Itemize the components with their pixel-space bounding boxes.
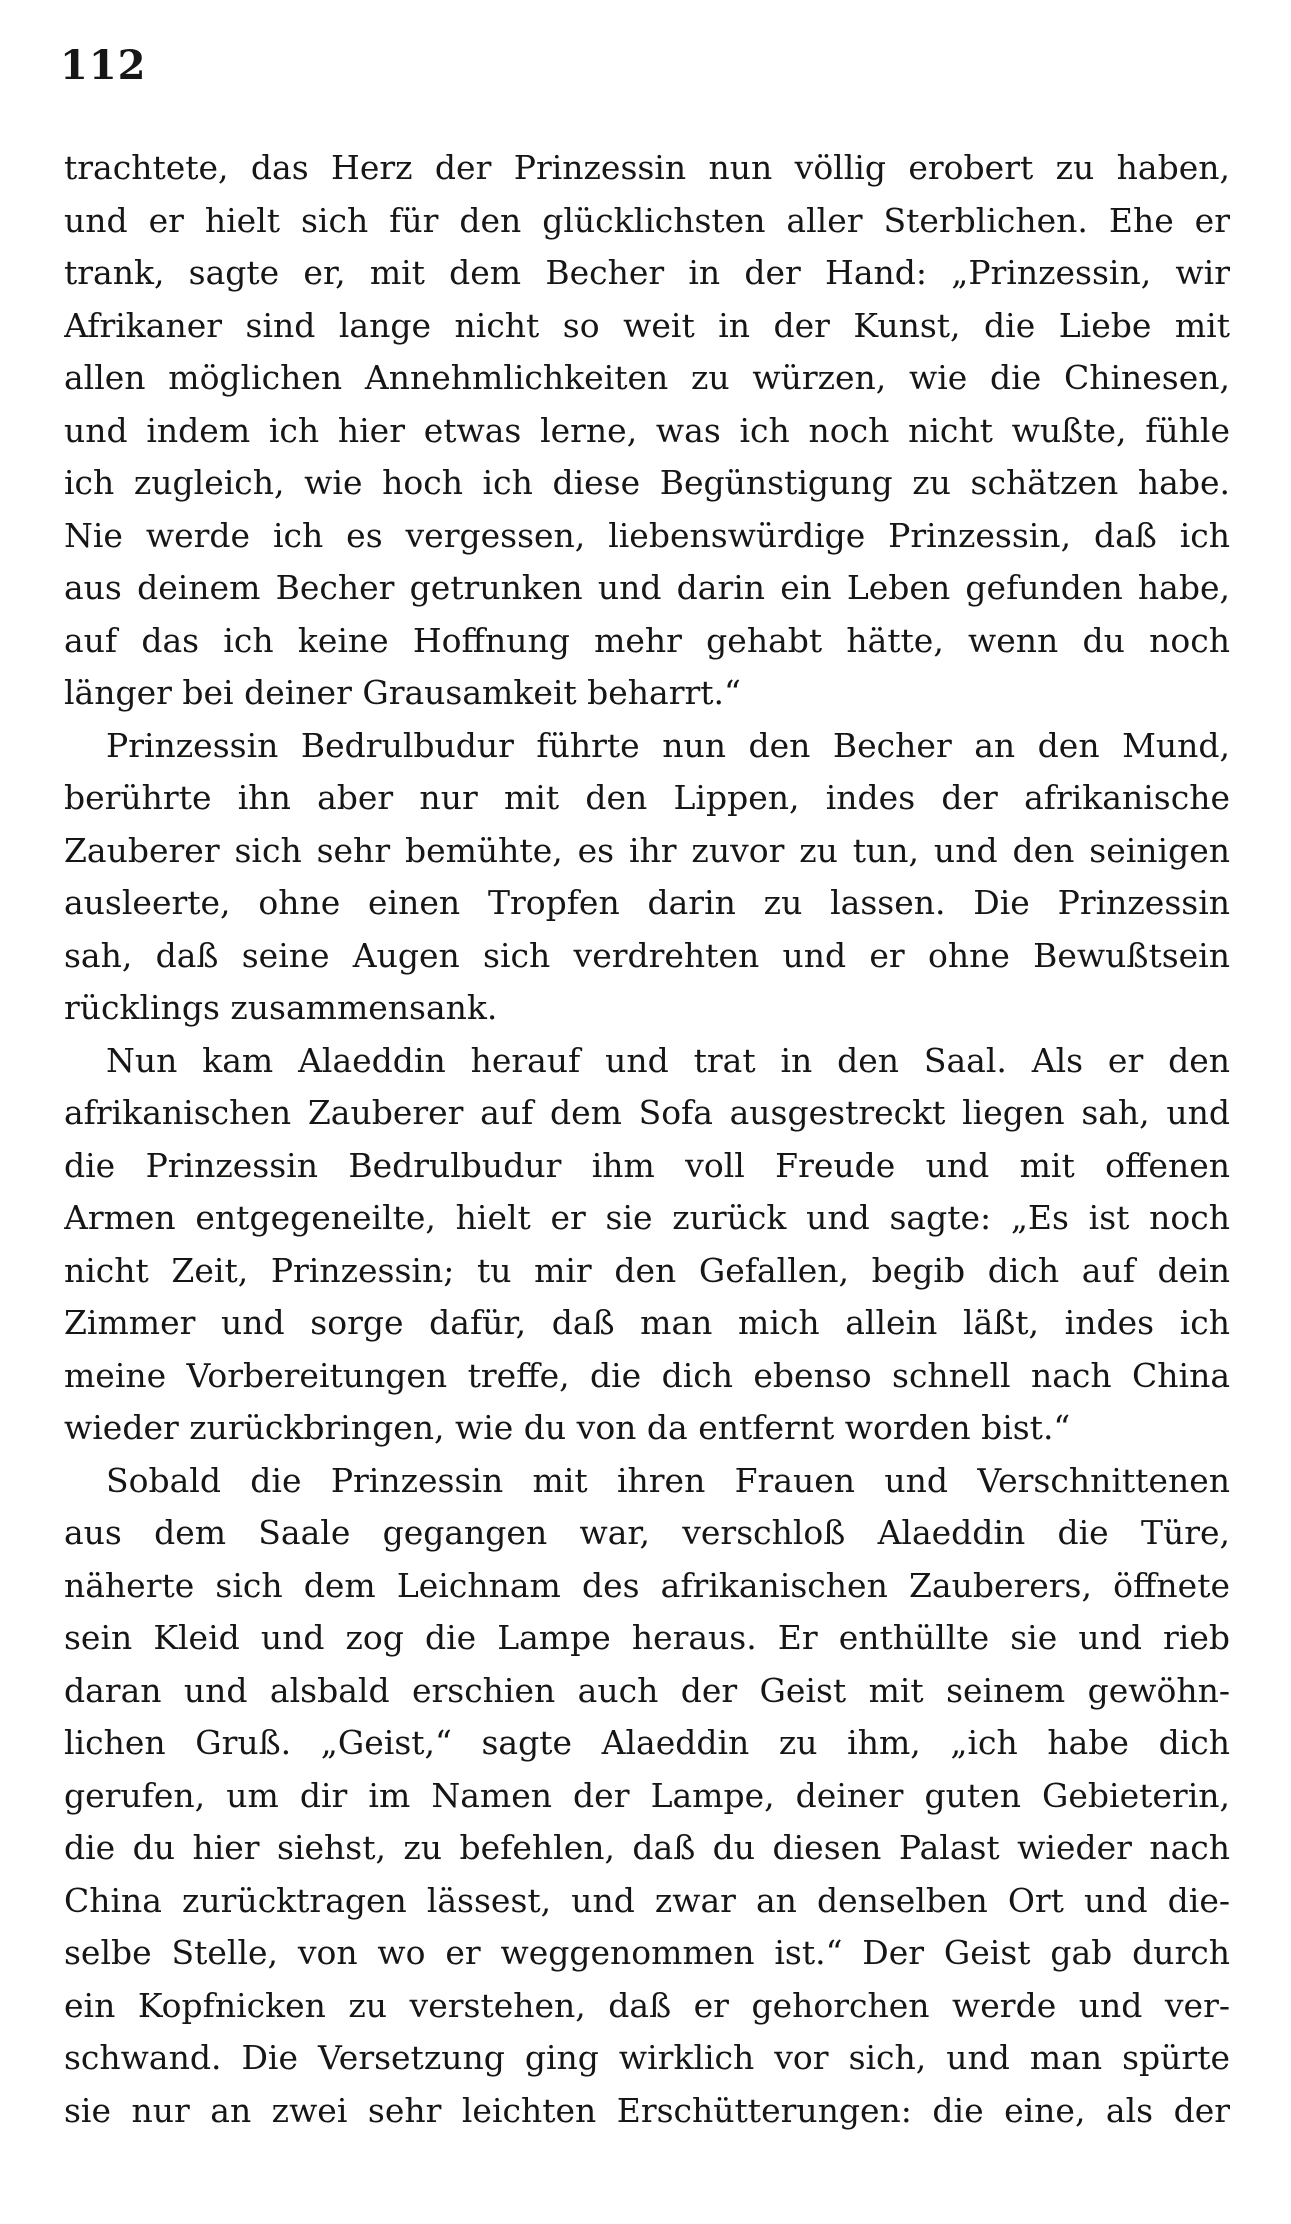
text-line: wieder zurückbringen, wie du von da entfernt worden bist.“ — [64, 1408, 1071, 1447]
text-line: aus deinem Becher getrunken und darin ein Leben gefunden habe, — [64, 568, 1230, 607]
text-line: daran und alsbald erschien auch der Geist mit seinem gewöhn- — [64, 1670, 1230, 1710]
body-text — [64, 142, 1230, 2137]
text-line: lichen Gruß. „Geist,“ sagte Alaeddin zu ihm, „ich habe dich — [64, 1723, 1230, 1762]
text-line: sah, daß seine Augen sich verdrehten und er ohne Bewußtsein — [64, 935, 1230, 975]
text-line: schwand. Die Versetzung ging wirklich vor sich, und man spürte — [64, 2038, 1230, 2077]
text-line: Zauberer sich sehr bemühte, es ihr zuvor zu tun, und den seinigen — [64, 830, 1230, 870]
text-line: berührte ihn aber nur mit den Lippen, indes der afrikanische — [64, 778, 1230, 817]
text-line: gerufen, um dir im Namen der Lampe, deiner guten Gebieterin, — [64, 1775, 1230, 1815]
page-number: 112 — [60, 42, 147, 89]
text-line: Afrikaner sind lange nicht so weit in der Kunst, die Liebe mit — [64, 305, 1230, 345]
text-line: trank, sagte er, mit dem Becher in der Hand: „Prinzessin, wir — [64, 253, 1230, 292]
text-line: Prinzessin Bedrulbudur führte nun den Becher an den Mund, — [106, 725, 1230, 765]
text-line: nicht Zeit, Prinzessin; tu mir den Gefallen, begib dich auf dein — [64, 1250, 1230, 1290]
text-line: China zurücktragen lässest, und zwar an denselben Ort und die- — [64, 1880, 1230, 1920]
text-line: aus dem Saale gegangen war, verschloß Alaeddin die Türe, — [64, 1513, 1230, 1552]
text-line: sie nur an zwei sehr leichten Erschütterungen: die eine, als der — [64, 2090, 1230, 2130]
text-line: und er hielt sich für den glücklichsten aller Sterblichen. Ehe er — [64, 200, 1230, 240]
text-line: meine Vorbereitungen treffe, die dich ebenso schnell nach China — [64, 1355, 1230, 1395]
text-line: selbe Stelle, von wo er weggenommen ist.“ Der Geist gab durch — [64, 1933, 1230, 1972]
text-line: die du hier siehst, zu befehlen, daß du diesen Palast wieder nach — [64, 1828, 1230, 1867]
text-line: ich zugleich, wie hoch ich diese Begünstigung zu schätzen habe. — [64, 463, 1230, 502]
text-line: Nie werde ich es vergessen, liebenswürdige Prinzessin, daß ich — [64, 515, 1230, 555]
text-line: länger bei deiner Grausamkeit beharrt.“ — [64, 673, 741, 712]
text-line: rücklings zusammensank. — [64, 988, 498, 1027]
text-line: Zimmer und sorge dafür, daß man mich allein läßt, indes ich — [64, 1303, 1230, 1342]
text-line: sein Kleid und zog die Lampe heraus. Er enthüllte sie und rieb — [64, 1618, 1230, 1657]
text-line: trachtete, das Herz der Prinzessin nun völlig erobert zu haben, — [64, 148, 1230, 187]
text-line: und indem ich hier etwas lerne, was ich noch nicht wußte, fühle — [64, 410, 1230, 450]
text-line: ausleerte, ohne einen Tropfen darin zu lassen. Die Prinzessin — [64, 883, 1230, 922]
text-line: näherte sich dem Leichnam des afrikanischen Zauberers, öffnete — [64, 1565, 1230, 1605]
text-line: Nun kam Alaeddin herauf und trat in den Saal. Als er den — [106, 1040, 1230, 1080]
text-line: auf das ich keine Hoffnung mehr gehabt hätte, wenn du noch — [64, 620, 1230, 660]
text-line: ein Kopfnicken zu verstehen, daß er gehorchen werde und ver- — [64, 1985, 1230, 2025]
text-line: Sobald die Prinzessin mit ihren Frauen und Verschnittenen — [106, 1460, 1230, 1500]
text-line: Armen entgegeneilte, hielt er sie zurück und sagte: „Es ist noch — [64, 1198, 1230, 1237]
text-line: allen möglichen Annehmlichkeiten zu würzen, wie die Chinesen, — [64, 358, 1230, 397]
text-line: afrikanischen Zauberer auf dem Sofa ausgestreckt liegen sah, und — [64, 1093, 1230, 1132]
text-line: die Prinzessin Bedrulbudur ihm voll Freude und mit offenen — [64, 1145, 1230, 1185]
